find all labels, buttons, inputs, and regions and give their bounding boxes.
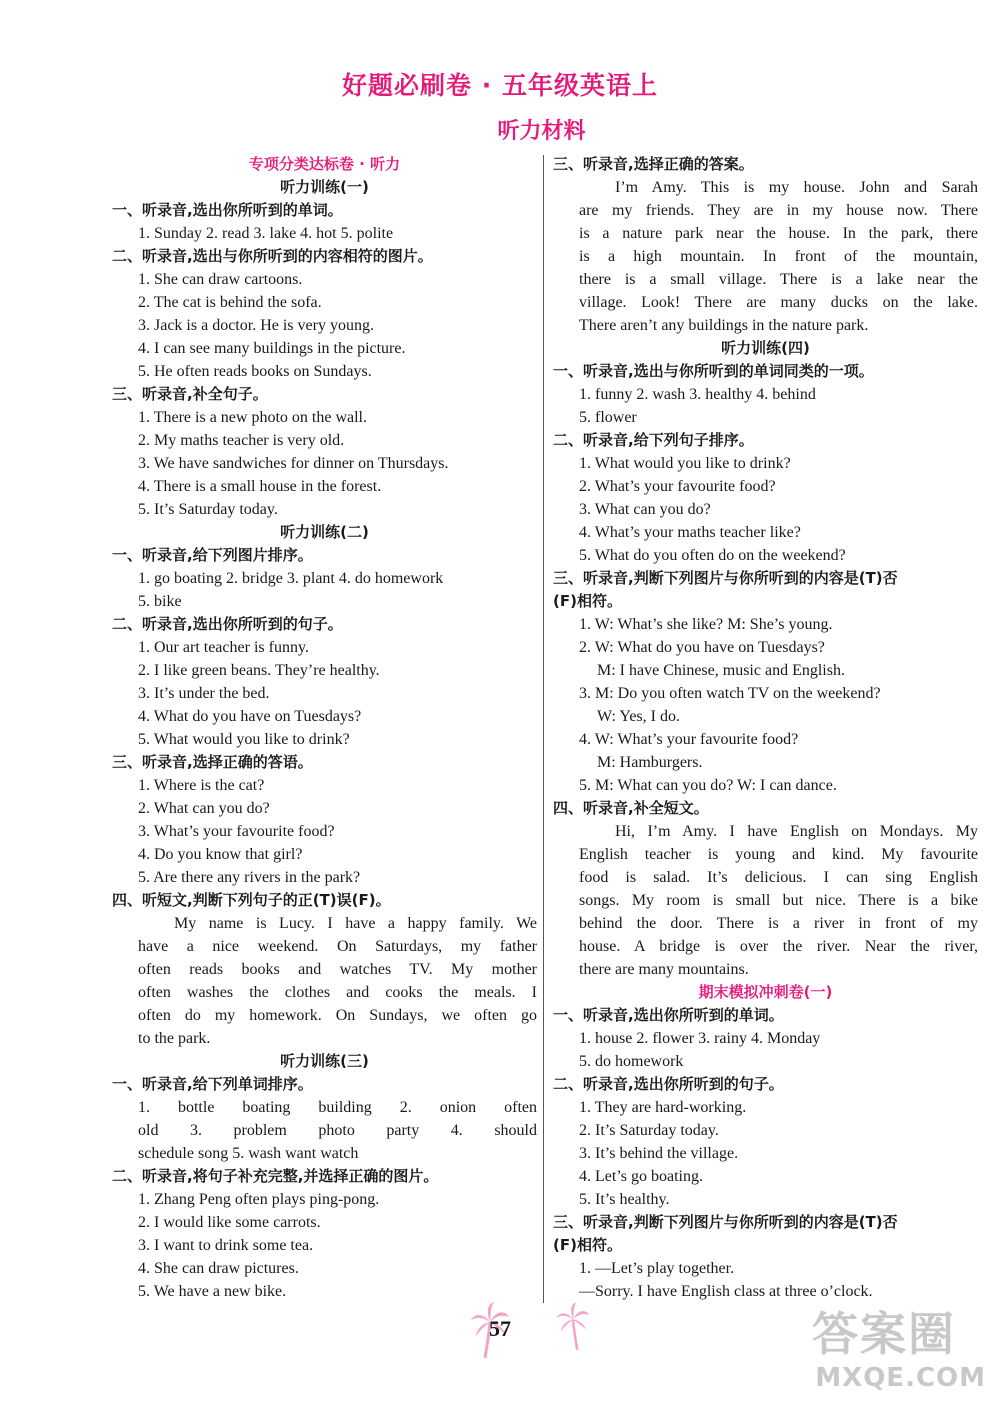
answer-line: 1. What would you like to drink? (579, 455, 791, 472)
question-heading: 三、听录音,判断下列图片与你所听到的内容是(T)否 (553, 1213, 898, 1231)
right-column (553, 153, 978, 1303)
passage-line: I’m Amy. This is my house. John and Sarah (615, 179, 978, 196)
question-heading: 三、听录音,选择正确的答语。 (112, 753, 313, 771)
answer-line: 2. My maths teacher is very old. (138, 432, 345, 449)
exercise-heading: 听力训练(一) (280, 178, 369, 196)
passage-line: old 3. problem photo party 4. should (138, 1122, 537, 1139)
watermark (812, 1306, 992, 1408)
answer-line: 1. funny 2. wash 3. healthy 4. behind (579, 386, 816, 403)
answer-line: 5. Are there any rivers in the park? (138, 869, 361, 886)
answer-line: 3. What can you do? (579, 501, 711, 518)
answer-line: 5. What do you often do on the weekend? (579, 547, 846, 564)
answer-line: 1. Where is the cat? (138, 777, 265, 794)
question-heading: 一、听录音,给下列图片排序。 (112, 546, 313, 564)
question-heading: 二、听录音,给下列句子排序。 (553, 431, 754, 449)
answer-line: 5. It’s healthy. (579, 1191, 670, 1208)
question-heading: 二、听录音,选出你所听到的句子。 (553, 1075, 784, 1093)
answer-line: 3. We have sandwiches for dinner on Thursdays. (138, 455, 449, 472)
passage-line: are my friends. They are in my house now. There (579, 202, 978, 219)
answer-line: 4. W: What’s your favourite food? (579, 731, 799, 748)
page-subtitle: 听力材料 (497, 119, 586, 144)
answer-line: —Sorry. I have English class at three o’clock. (579, 1283, 873, 1300)
left-column (112, 153, 537, 1303)
answer-line: 2. I like green beans. They’re healthy. (138, 662, 380, 679)
answer-line: 1. go boating 2. bridge 3. plant 4. do homework (138, 570, 444, 587)
answer-line: 2. The cat is behind the sofa. (138, 294, 322, 311)
answer-line: 4. What do you have on Tuesdays? (138, 708, 362, 725)
answer-line: 5. flower (579, 409, 637, 426)
answer-line: 3. Jack is a doctor. He is very young. (138, 317, 374, 334)
answer-line: 2. It’s Saturday today. (579, 1122, 719, 1139)
answer-line: 4. Do you know that girl? (138, 846, 303, 863)
question-heading: 四、听短文,判断下列句子的正(T)误(F)。 (112, 891, 391, 909)
watermark-bottom: MXQE.COM (815, 1363, 986, 1393)
column-divider (543, 155, 544, 1303)
page-number: 57 (489, 1316, 511, 1341)
answer-line: 1. —Let’s play together. (579, 1260, 735, 1277)
passage-line: often do my homework. On Sundays, we often go (138, 1007, 537, 1024)
answer-line: 4. There is a small house in the forest. (138, 478, 382, 495)
passage-line: often washes the clothes and cooks the meals. I (138, 984, 537, 1001)
passage-line: often reads books and watches TV. My mother (138, 961, 537, 978)
passage-line: there are many mountains. (579, 961, 749, 978)
answer-line: 4. Let’s go boating. (579, 1168, 703, 1185)
question-heading: 二、听录音,选出与你所听到的内容相符的图片。 (112, 247, 433, 265)
passage-line: food is salad. It’s delicious. I can sing English (579, 869, 978, 886)
answer-line: 3. It’s behind the village. (579, 1145, 739, 1162)
passage-line: 1. bottle boating building 2. onion often (138, 1099, 537, 1116)
question-heading: 三、听录音,补全句子。 (112, 385, 268, 403)
answer-line: 2. What’s your favourite food? (579, 478, 776, 495)
answer-line: 5. He often reads books on Sundays. (138, 363, 372, 380)
exercise-heading: 听力训练(二) (280, 523, 369, 541)
question-heading: 四、听录音,补全短文。 (553, 799, 709, 817)
dialogue-line: M: I have Chinese, music and English. (597, 662, 845, 679)
question-heading: 一、听录音,选出你所听到的单词。 (553, 1006, 784, 1024)
answer-line: 5. What would you like to drink? (138, 731, 350, 748)
question-heading: 一、听录音,选出与你所听到的单词同类的一项。 (553, 362, 874, 380)
answer-line: 4. What’s your maths teacher like? (579, 524, 801, 541)
answer-line: 1. W: What’s she like? M: She’s young. (579, 616, 833, 633)
answer-line: 2. What can you do? (138, 800, 270, 817)
exercise-heading: 听力训练(三) (280, 1052, 369, 1070)
question-heading: 三、听录音,选择正确的答案。 (553, 155, 754, 173)
question-heading: 一、听录音,选出你所听到的单词。 (112, 201, 343, 219)
answer-line: 4. I can see many buildings in the picture. (138, 340, 406, 357)
answer-line: 1. Zhang Peng often plays ping-pong. (138, 1191, 380, 1208)
question-heading: (F)相符。 (553, 1236, 622, 1254)
question-heading: 三、听录音,判断下列图片与你所听到的内容是(T)否 (553, 569, 898, 587)
watermark-top: 答案圈 (812, 1307, 956, 1361)
passage-line: There aren’t any buildings in the nature park. (579, 317, 869, 334)
passage-line: village. Look! There are many ducks on the lake. (579, 294, 978, 311)
answer-line: 5. do homework (579, 1053, 684, 1070)
passage-line: songs. My room is small but nice. There is a bike (579, 892, 978, 909)
question-heading: 二、听录音,将句子补充完整,并选择正确的图片。 (112, 1167, 439, 1185)
answer-line: 3. M: Do you often watch TV on the weekend? (579, 685, 881, 702)
passage-line: house. A bridge is over the river. Near the river, (579, 938, 978, 955)
passage-line: behind the door. There is a river in front of my (579, 915, 978, 932)
answer-line: 1. house 2. flower 3. rainy 4. Monday (579, 1030, 821, 1047)
dialogue-line: M: Hamburgers. (597, 754, 703, 771)
section-heading: 专项分类达标卷 · 听力 (248, 155, 401, 173)
answer-line: 3. It’s under the bed. (138, 685, 270, 702)
passage-line: My name is Lucy. I have a happy family. We (174, 915, 537, 932)
passage-line: have a nice weekend. On Saturdays, my father (138, 938, 537, 955)
question-heading: (F)相符。 (553, 592, 622, 610)
passage-line: is a nature park near the house. In the park, there (579, 225, 978, 242)
answer-line: 2. I would like some carrots. (138, 1214, 321, 1231)
answer-line: 1. Sunday 2. read 3. lake 4. hot 5. polite (138, 225, 394, 242)
palm-tree-icon (556, 1302, 590, 1357)
answer-line: 5. It’s Saturday today. (138, 501, 278, 518)
dialogue-line: W: Yes, I do. (597, 708, 680, 725)
answer-line: 3. I want to drink some tea. (138, 1237, 314, 1254)
answer-line: 4. She can draw pictures. (138, 1260, 299, 1277)
passage-line: to the park. (138, 1030, 211, 1047)
passage-line: schedule song 5. wash want watch (138, 1145, 359, 1162)
answer-line: 2. W: What do you have on Tuesdays? (579, 639, 825, 656)
section-heading: 期末模拟冲刺卷(一) (698, 983, 833, 1001)
passage-line: there is a small village. There is a lake near the (579, 271, 978, 288)
answer-line: 1. There is a new photo on the wall. (138, 409, 367, 426)
passage-line: is a high mountain. In front of the mountain, (579, 248, 978, 265)
answer-line: 1. They are hard-working. (579, 1099, 747, 1116)
page-title: 好题必刷卷 · 五年级英语上 (342, 71, 658, 100)
passage-line: Hi, I’m Amy. I have English on Mondays. My (615, 823, 978, 840)
passage-line: English teacher is young and kind. My favourite (579, 846, 978, 863)
answer-line: 5. M: What can you do? W: I can dance. (579, 777, 837, 794)
question-heading: 一、听录音,给下列单词排序。 (112, 1075, 313, 1093)
answer-line: 1. Our art teacher is funny. (138, 639, 309, 656)
exercise-heading: 听力训练(四) (721, 339, 810, 357)
answer-line: 5. We have a new bike. (138, 1283, 287, 1300)
answer-line: 5. bike (138, 593, 182, 610)
question-heading: 二、听录音,选出你所听到的句子。 (112, 615, 343, 633)
answer-line: 3. What’s your favourite food? (138, 823, 335, 840)
answer-line: 1. She can draw cartoons. (138, 271, 303, 288)
